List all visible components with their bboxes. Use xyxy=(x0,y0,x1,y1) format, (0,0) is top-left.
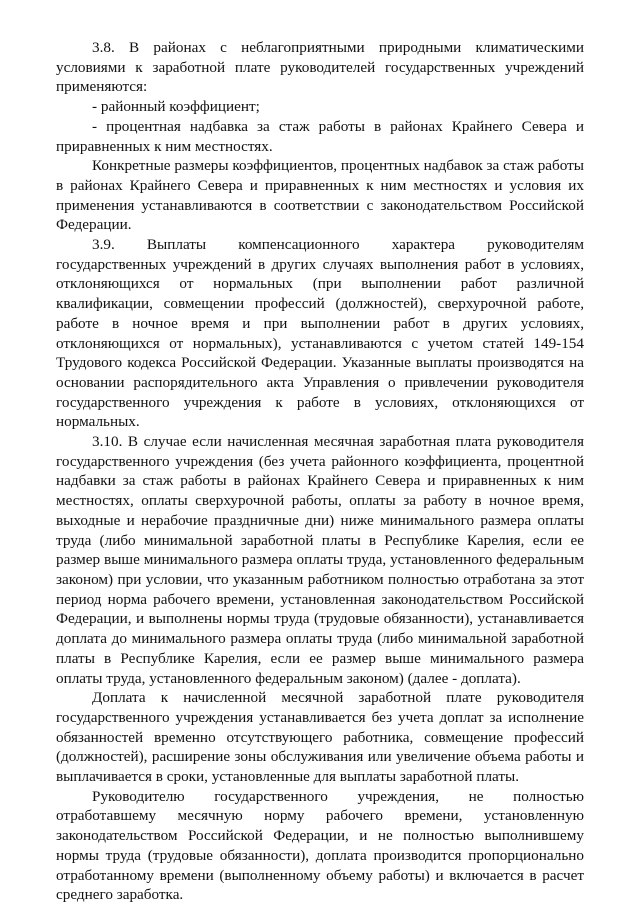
paragraph-specific-sizes: Конкретные размеры коэффициентов, процентных надбавок за стаж работы в районах Крайнего Севера и приравненных к ним местностях и условия их применения устанавливаются в соответствии с законодательством Российской Федерации. xyxy=(56,157,584,234)
paragraph-3-10: 3.10. В случае если начисленная месячная заработная плата руководителя государственного учреждения (без учета районного коэффициента, процентной надбавки за стаж работы в районах Крайнего Севера и приравненных к ним местностях, оплаты сверхурочной работы, оплаты за работу в ночное время, выходные и нерабочие праздничные дни) ниже минимального размера оплаты труда (либо минимальной заработной платы в Республике Карелия, если ее размер выше минимального размера оплаты труда, установленного федеральным законом) при условии, что указанным работником полностью отработана за этот период норма рабочего времени, установленная законодательством Российской Федерации, и выполнены нормы труда (трудовые обязанности), устанавливается доплата до минимального размера оплаты труда (либо минимальной заработной платы в Республике Карелия, если ее размер выше минимального размера оплаты труда, установленного федеральным законом) (далее - доплата). xyxy=(56,433,584,687)
list-item-percentage-allowance: - процентная надбавка за стаж работы в районах Крайнего Севера и приравненных к ним местностях. xyxy=(56,117,584,155)
paragraph-partial-norm: Руководителю государственного учреждения, не полностью отработавшему месячную норму рабочего времени, установленную законодательством Российской Федерации, и не полностью выполнившему нормы труда (трудовые обязанности), доплата производится пропорционально отработанному времени (выполненному объему работы) и включается в расчет среднего заработка. xyxy=(56,787,584,904)
paragraph-surcharge: Доплата к начисленной месячной заработной плате руководителя государственного учреждения устанавливается без учета доплат за исполнение обязанностей временно отсутствующего работника, совмещение профессий (должностей), расширение зоны обслуживания или увеличение объема работы и выплачивается в сроки, установленные для выплаты заработной платы. xyxy=(56,689,584,786)
list-item-district-coefficient: - районный коэффициент; xyxy=(92,98,260,116)
paragraph-3-9: 3.9. Выплаты компенсационного характера руководителям государственных учреждений в других случаях выполнения работ в условиях, отклоняющихся от нормальных (при выполнении работ различной квалификации, совмещении профессий (должностей), сверхурочной работе, работе в ночное время и при выполнении работ в других условиях, отклоняющихся от нормальных), устанавливаются с учетом статей 149-154 Трудового кодекса Российской Федерации. Указанные выплаты производятся на основании распорядительного акта Управления о привлечении руководителя государственного учреждения к работе в условиях, отклоняющихся от нормальных. xyxy=(56,236,584,431)
paragraph-3-8-intro: 3.8. В районах с неблагоприятными природными климатическими условиями к заработной плате руководителей государственных учреждений применяются: xyxy=(56,39,584,96)
document-page xyxy=(56,38,584,905)
